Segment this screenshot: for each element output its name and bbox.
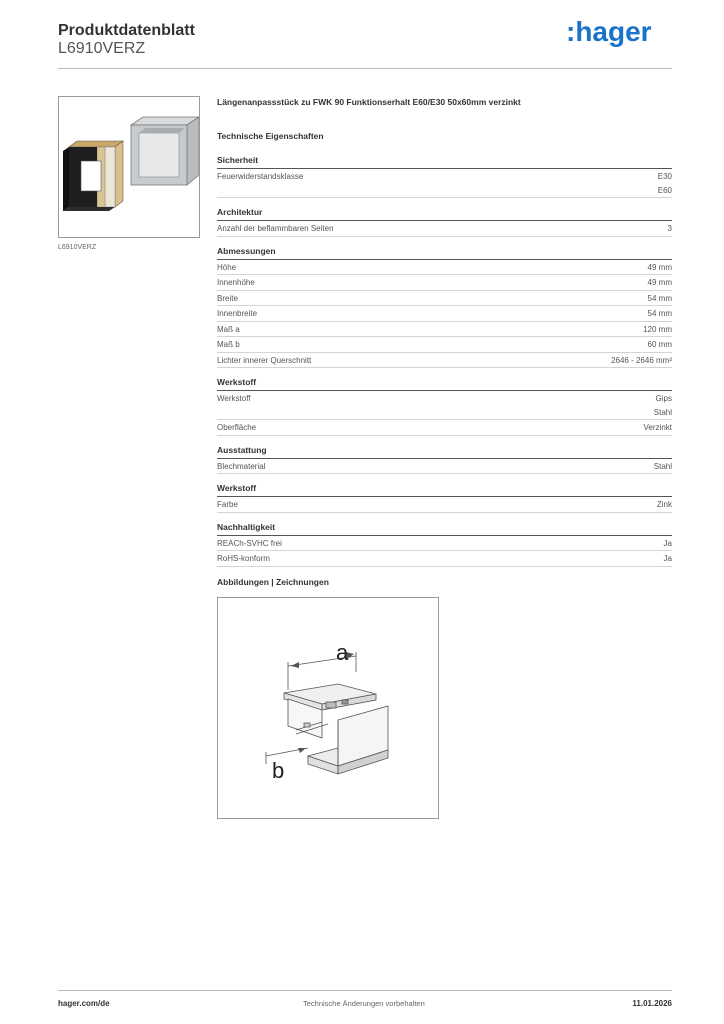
spec-row [217, 459, 672, 475]
footer-divider [58, 990, 672, 991]
specs-heading: Technische Eigenschaften [217, 131, 324, 141]
spec-section-title: Werkstoff [217, 376, 672, 391]
spec-section [217, 521, 672, 567]
spec-value-line: E60 [657, 185, 672, 195]
spec-label: Maß b [217, 340, 240, 349]
spec-value [648, 292, 672, 306]
spec-row [217, 551, 672, 567]
spec-value [654, 460, 672, 474]
product-photo-image [59, 97, 199, 237]
dimension-label-a: a [336, 640, 349, 665]
svg-text::hager: :hager [566, 16, 652, 47]
spec-row [217, 291, 672, 307]
spec-section-title: Nachhaltigkeit [217, 521, 672, 536]
spec-row [217, 275, 672, 291]
spec-label: Breite [217, 293, 238, 303]
photo-caption: L6910VERZ [58, 244, 97, 251]
dimension-label-b: b [272, 758, 285, 783]
spec-section-title: Abmessungen [217, 245, 672, 260]
spec-row [217, 221, 672, 237]
technical-drawing [217, 597, 439, 819]
spec-row [217, 536, 672, 552]
spec-section [217, 245, 672, 369]
spec-row [217, 497, 672, 513]
spec-value [657, 498, 672, 512]
spec-value-line: Zink [656, 500, 672, 509]
spec-label: Oberfläche [217, 423, 257, 432]
spec-value [644, 421, 672, 435]
spec-value-line: 120 mm [643, 324, 672, 334]
spec-section-title: Sicherheit [217, 154, 672, 169]
spec-label: Maß a [217, 324, 240, 334]
spec-label: Blechmaterial [217, 461, 266, 471]
spec-label: RoHS-konform [217, 554, 270, 563]
spec-section [217, 482, 672, 513]
footer-date: 11.01.2026 [632, 999, 672, 1008]
spec-value-line: 54 mm [647, 309, 672, 318]
spec-section-title: Architektur [217, 206, 672, 221]
spec-value [648, 276, 672, 290]
spec-value [658, 170, 672, 197]
spec-section-title: Ausstattung [217, 444, 672, 459]
spec-value-line: 54 mm [647, 293, 672, 303]
spec-value-line: Gips [655, 394, 672, 403]
spec-value-line: 60 mm [647, 340, 672, 349]
document-title: Produktdatenblatt [58, 22, 195, 39]
footer-website[interactable]: hager.com/de [58, 999, 110, 1008]
spec-label: Feuerwiderstandsklasse [217, 172, 304, 181]
spec-row [217, 391, 672, 420]
spec-label: Innenbreite [217, 309, 258, 318]
spec-label: Höhe [217, 262, 237, 272]
specs-table [217, 154, 672, 575]
spec-value-line: Stahl [653, 407, 672, 417]
spec-value-line: 49 mm [647, 262, 672, 272]
spec-row [217, 322, 672, 338]
spec-value [654, 392, 672, 419]
spec-value-line: E30 [657, 172, 672, 181]
spec-value-line: Ja [663, 538, 672, 548]
hager-logo [566, 16, 658, 48]
spec-label: Werkstoff [217, 394, 251, 403]
spec-section [217, 376, 672, 436]
spec-value [648, 261, 672, 275]
spec-value-line: Ja [663, 554, 672, 563]
spec-row [217, 169, 672, 198]
product-code: L6910VERZ [58, 40, 146, 57]
spec-row [217, 337, 672, 353]
spec-section [217, 206, 672, 237]
spec-value [668, 222, 672, 236]
product-photo [58, 96, 200, 238]
spec-value [648, 338, 672, 352]
spec-section-title: Werkstoff [217, 482, 672, 497]
spec-label: Farbe [217, 500, 238, 509]
spec-section [217, 154, 672, 198]
spec-value [664, 552, 672, 566]
spec-label: Anzahl der beflammbaren Seiten [217, 224, 334, 233]
spec-row [217, 260, 672, 276]
spec-row [217, 306, 672, 322]
figures-heading: Abbildungen | Zeichnungen [217, 577, 329, 587]
spec-value-line: 2646 - 2646 mm² [611, 355, 672, 365]
spec-value-line: Stahl [653, 461, 672, 471]
spec-label: REACh-SVHC frei [217, 538, 282, 548]
spec-label: Innenhöhe [217, 278, 255, 287]
spec-value-line: 49 mm [647, 278, 672, 287]
spec-value [643, 323, 672, 337]
spec-label: Lichter innerer Querschnitt [217, 355, 312, 365]
spec-row [217, 353, 672, 369]
footer-notice: Technische Änderungen vorbehalten [303, 999, 425, 1008]
product-description: Längenanpassstück zu FWK 90 Funktionserhalt E60/E30 50x60mm verzinkt [217, 97, 521, 107]
header-divider [58, 68, 672, 69]
spec-row [217, 420, 672, 436]
spec-value-line: 3 [667, 224, 672, 233]
spec-value-line: Verzinkt [643, 423, 672, 432]
spec-value [664, 537, 672, 551]
spec-section [217, 444, 672, 475]
technical-drawing-image [218, 598, 438, 818]
spec-value [648, 307, 672, 321]
spec-value [611, 354, 672, 368]
